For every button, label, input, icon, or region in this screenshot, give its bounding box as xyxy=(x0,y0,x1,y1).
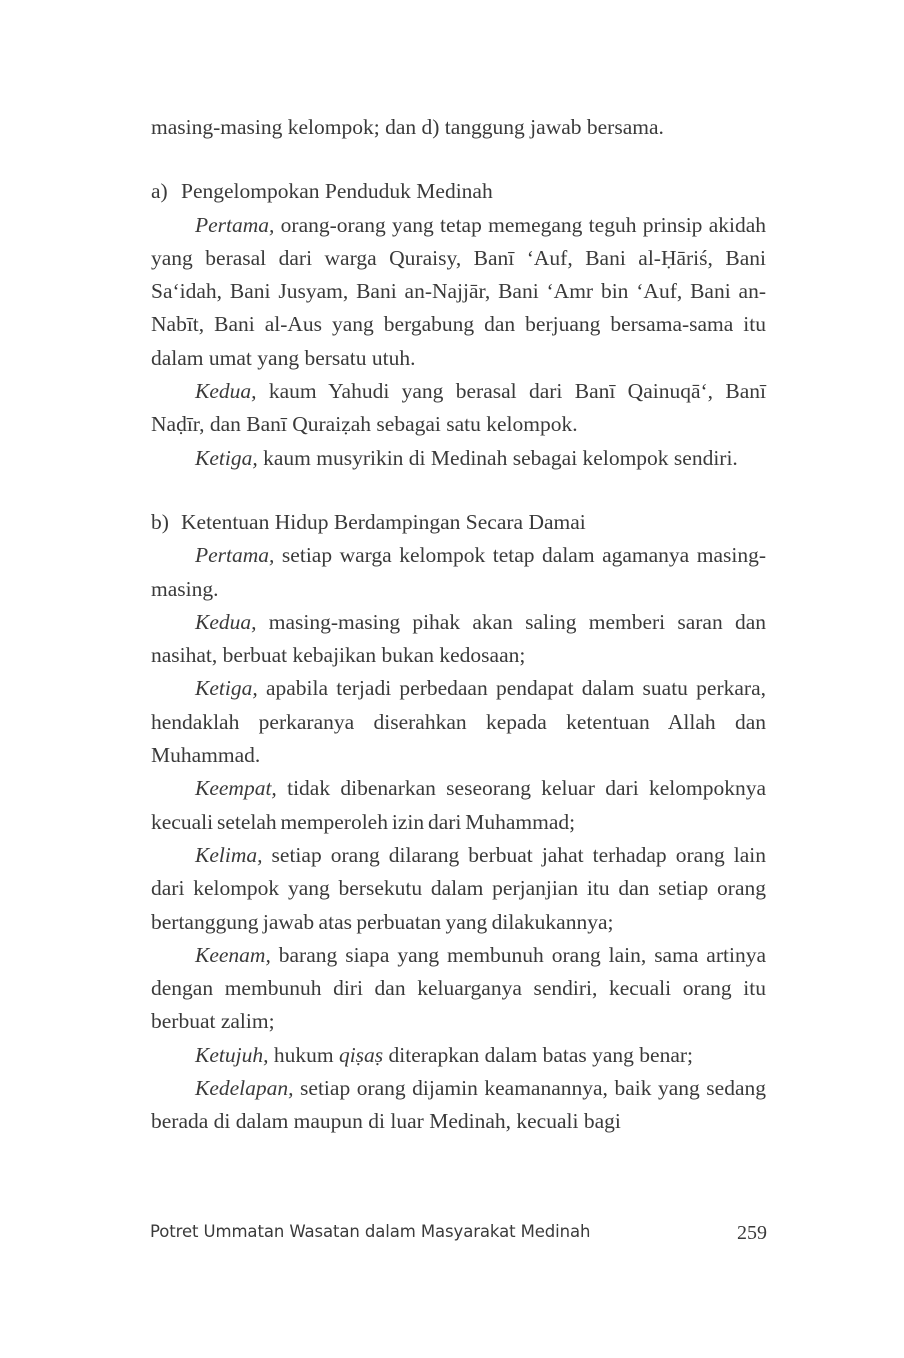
section-b-label: b) xyxy=(151,509,169,534)
paragraph xyxy=(151,1072,766,1139)
paragraph-text: kaum Yahudi yang berasal dari Banī Qainuqā‘, Banī Naḍīr, dan Banī Quraiẓah sebagai satu kelompok. xyxy=(151,379,766,437)
paragraph-lead: Keempat, xyxy=(195,776,277,801)
running-title: Potret Ummatan Wasatan dalam Masyarakat Medinah xyxy=(150,1222,591,1241)
intro-line: masing-masing kelompok; dan d) tanggung jawab bersama. xyxy=(151,115,664,139)
paragraph-lead: Keenam, xyxy=(195,942,271,967)
paragraph-lead: Kedua, xyxy=(195,609,257,634)
section-a-label: a) xyxy=(151,179,168,204)
paragraph xyxy=(151,606,766,673)
section-b-title: Ketentuan Hidup Berdampingan Secara Damai xyxy=(181,509,586,534)
paragraph-lead: Kedelapan, xyxy=(195,1076,294,1101)
italic-term: qiṣaṣ xyxy=(338,1042,384,1067)
paragraph-text: kaum musyrikin di Medinah sebagai kelompok sendiri. xyxy=(257,445,738,470)
page-number: 259 xyxy=(737,1222,767,1244)
paragraph-text: barang siapa yang membunuh orang lain, sama artinya dengan membunuh diri dan keluarganya sendiri, kecuali orang itu berbuat zalim; xyxy=(151,942,766,1034)
paragraph-text: tidak dibenarkan seseorang keluar dari kelompoknya kecuali setelah memperoleh izin dari Muhammad; xyxy=(151,776,766,834)
paragraph-text: diterapkan dalam batas yang benar; xyxy=(383,1042,694,1067)
section-b-heading xyxy=(151,506,766,539)
paragraph-text: setiap orang dilarang berbuat jahat terhadap orang lain dari kelompok yang bersekutu dalam perjanjian itu dan setiap orang bertanggung jawab atas perbuatan yang dilakukannya; xyxy=(151,842,766,934)
paragraph xyxy=(151,839,766,939)
paragraph xyxy=(151,442,766,475)
section-a-heading xyxy=(151,175,766,208)
paragraph xyxy=(151,209,766,375)
paragraph-lead: Ketiga, xyxy=(195,445,258,470)
paragraph-lead: Pertama, xyxy=(195,212,275,237)
paragraph-lead: Ketiga, xyxy=(195,676,258,701)
paragraph-text: hukum xyxy=(268,1042,339,1067)
paragraph-text: orang-orang yang tetap memegang teguh prinsip akidah yang berasal dari warga Quraisy, Banī ‘Auf, Bani al-Ḥāriś, Bani Sa‘idah, Bani Jusyam, Bani an-Najjār, Bani ‘Amr bin ‘Auf, Bani an-Nabīt, Bani al-Aus yang bergabung dan berjuang bersama-sama itu dalam umat yang bersatu utuh. xyxy=(151,212,766,370)
paragraph-lead: Kelima, xyxy=(195,842,263,867)
paragraph-lead: Ketujuh, xyxy=(195,1042,269,1067)
paragraph xyxy=(151,672,766,772)
paragraph-lead: Kedua, xyxy=(195,379,257,404)
paragraph xyxy=(151,375,766,442)
paragraph-text: setiap warga kelompok tetap dalam agamanya masing-masing. xyxy=(151,543,766,601)
paragraph-text: apabila terjadi perbedaan pendapat dalam suatu perkara, hendaklah perkaranya diserahkan kepada ketentuan Allah dan Muhammad. xyxy=(151,676,766,768)
paragraph xyxy=(151,539,766,606)
paragraph xyxy=(151,939,766,1039)
paragraph-lead: Pertama, xyxy=(195,543,275,568)
section-a-title: Pengelompokan Penduduk Medinah xyxy=(181,179,493,204)
paragraph-text: masing-masing pihak akan saling memberi saran dan nasihat, berbuat kebajikan bukan kedosaan; xyxy=(151,609,766,668)
paragraph xyxy=(151,1039,766,1072)
paragraph-text: setiap orang dijamin keamanannya, baik yang sedang berada di dalam maupun di luar Medinah, kecuali bagi xyxy=(151,1076,766,1134)
paragraph xyxy=(151,772,766,839)
page-body xyxy=(151,111,766,1139)
